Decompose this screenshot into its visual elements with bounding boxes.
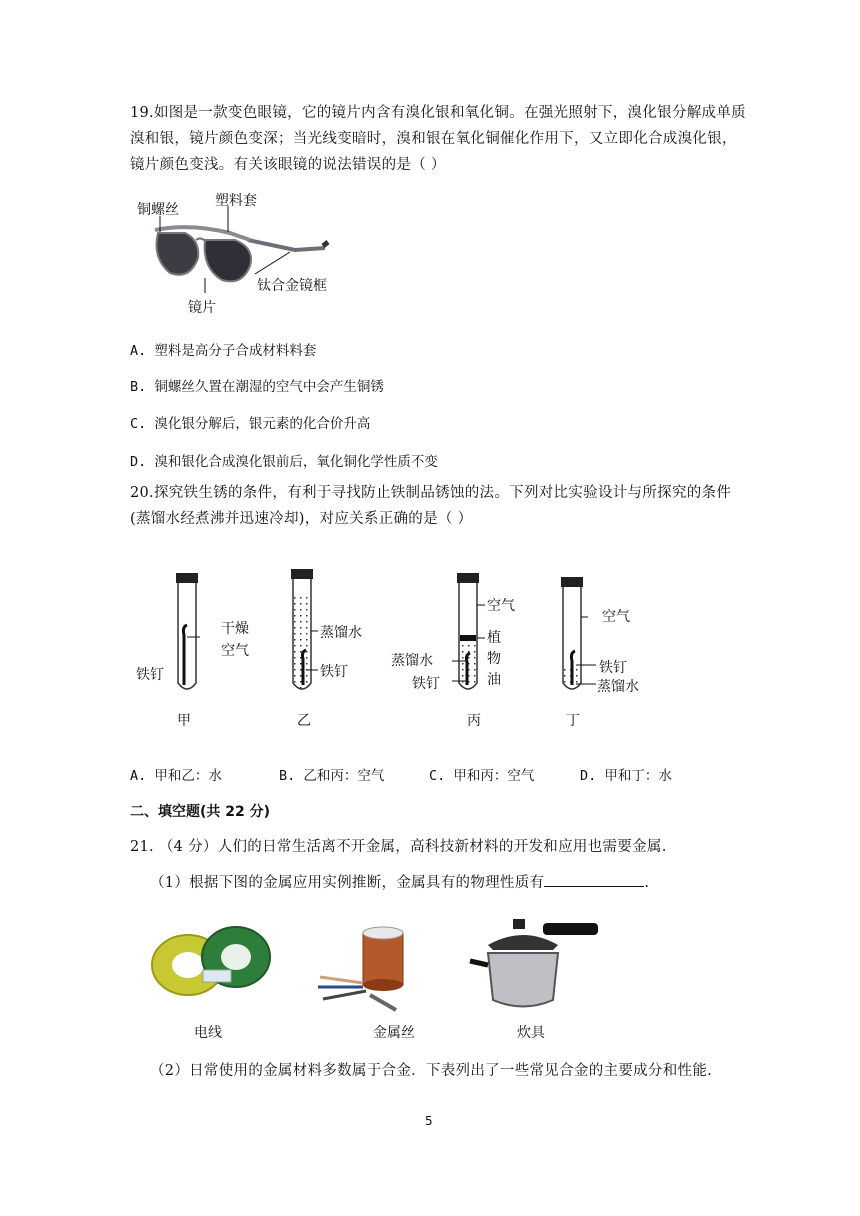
tube-bing <box>452 573 485 689</box>
caption-cookware: 炊具 <box>517 1025 545 1041</box>
label-iron-nail-ding: 铁钉 <box>599 660 627 676</box>
q20-option-c: C. 甲和丙：空气 <box>429 768 535 784</box>
label-distilled-water-ding: 蒸馏水 <box>597 679 639 695</box>
sub1-end: . <box>644 875 650 891</box>
label-iron-nail-bing: 铁钉 <box>412 676 440 692</box>
tube-name-ding: 丁 <box>566 713 580 729</box>
sub1-text: （1）根据下图的金属应用实例推断，金属具有的物理性质有 <box>150 875 545 891</box>
label-vegetable-oil: 植 物 油 <box>487 630 501 688</box>
q20-option-a: A. 甲和乙：水 <box>130 768 222 784</box>
question-21-sub1 <box>150 870 770 896</box>
tube-name-bing: 丙 <box>467 713 481 729</box>
label-iron-nail-jia: 铁钉 <box>136 667 164 683</box>
section-title: 二、填空题(共 22 分) <box>130 804 271 820</box>
q19-option-a: A. 塑料是高分子合成材料料套 <box>130 343 317 359</box>
temple-arm <box>248 240 325 250</box>
label-distilled-water-bing: 蒸馏水 <box>391 653 433 669</box>
metal-wire-image <box>318 927 403 1010</box>
label-air-bing: 空气 <box>487 598 515 614</box>
label-plastic-sleeve: 塑料套 <box>215 193 257 209</box>
wire-coils-image <box>152 927 270 995</box>
answer-blank[interactable] <box>544 872 644 887</box>
label-dry-air: 干燥 空气 <box>221 621 249 659</box>
label-copper-screw: 铜螺丝 <box>137 202 179 218</box>
pressure-cooker-image <box>470 919 598 1007</box>
lens-right <box>205 240 251 281</box>
question-21-text: 21. （4 分）人们的日常生活离不开金属，高科技新材料的开发和应用也需要金属. <box>130 839 667 855</box>
question-21-sub2: （2）日常使用的金属材料多数属于合金．下表列出了一些常见合金的主要成分和性能. <box>150 1063 713 1079</box>
tube-name-yi: 乙 <box>297 713 311 729</box>
label-air-ding: 空气 <box>602 609 630 625</box>
question-20-text: 20.探究铁生锈的条件，有利于寻找防止铁制品锈蚀的法。下列对比实验设计与所探究的条件(蒸馏水经煮沸并迅速冷却)，对应关系正确的是（ ） <box>130 485 732 527</box>
q19-option-d: D. 溴和银化合成溴化银前后，氧化铜化学性质不变 <box>130 454 438 470</box>
metal-examples-figure <box>148 915 618 1020</box>
page-number: 5 <box>425 1114 433 1128</box>
q20-option-b: B. 乙和丙：空气 <box>279 768 385 784</box>
tube-jia <box>176 573 200 689</box>
label-distilled-water-yi: 蒸馏水 <box>320 625 362 641</box>
label-lens: 镜片 <box>188 300 216 316</box>
q20-option-d: D. 甲和丁：水 <box>580 768 672 784</box>
tube-ding <box>561 577 596 689</box>
label-titanium-frame: 钛合金镜框 <box>257 278 327 294</box>
question-19-text: 19.如图是一款变色眼镜，它的镜片内含有溴化银和氧化铜。在强光照射下，溴化银分解成单质溴和银，镜片颜色变深；当光线变暗时，溴和银在氧化铜催化作用下，又立即化合成溴化银，镜片颜色变浅。有关该眼镜的说法错误的是（ ） <box>130 105 746 173</box>
caption-metal-wire: 金属丝 <box>373 1025 415 1041</box>
caption-wire: 电线 <box>194 1025 222 1041</box>
lens-left <box>157 233 199 275</box>
label-iron-nail-yi: 铁钉 <box>320 664 348 680</box>
q19-option-b: B. 铜螺丝久置在潮湿的空气中会产生铜锈 <box>130 379 384 395</box>
tube-name-jia: 甲 <box>177 713 191 729</box>
tube-yi <box>291 569 318 689</box>
q19-option-c: C. 溴化银分解后，银元素的化合价升高 <box>130 416 371 432</box>
